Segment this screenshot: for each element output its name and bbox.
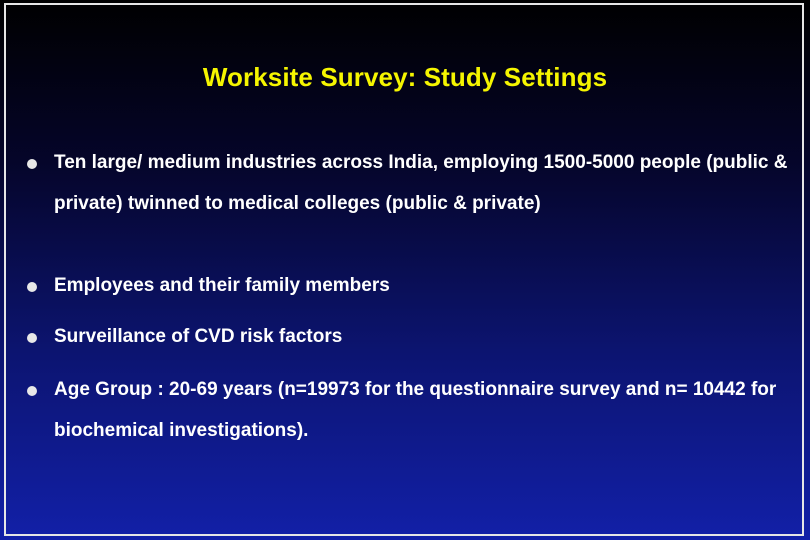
bullet-dot-icon: [27, 282, 37, 292]
bullet-text: Ten large/ medium industries across India, employing 1500-5000 people (public & private) twinned to medical colleges (public & private): [54, 152, 788, 214]
bullet-dot-icon: [27, 333, 37, 343]
bullet-dot-icon: [27, 159, 37, 169]
bullet-text: Employees and their family members: [54, 275, 390, 296]
slide-title: Worksite Survey: Study Settings: [202, 62, 608, 92]
bullet-dot-icon: [27, 386, 37, 396]
bullet-text: Surveillance of CVD risk factors: [54, 326, 343, 347]
bullet-text: Age Group : 20-69 years (n=19973 for the questionnaire survey and n= 10442 for biochemical investigations).: [54, 379, 777, 441]
